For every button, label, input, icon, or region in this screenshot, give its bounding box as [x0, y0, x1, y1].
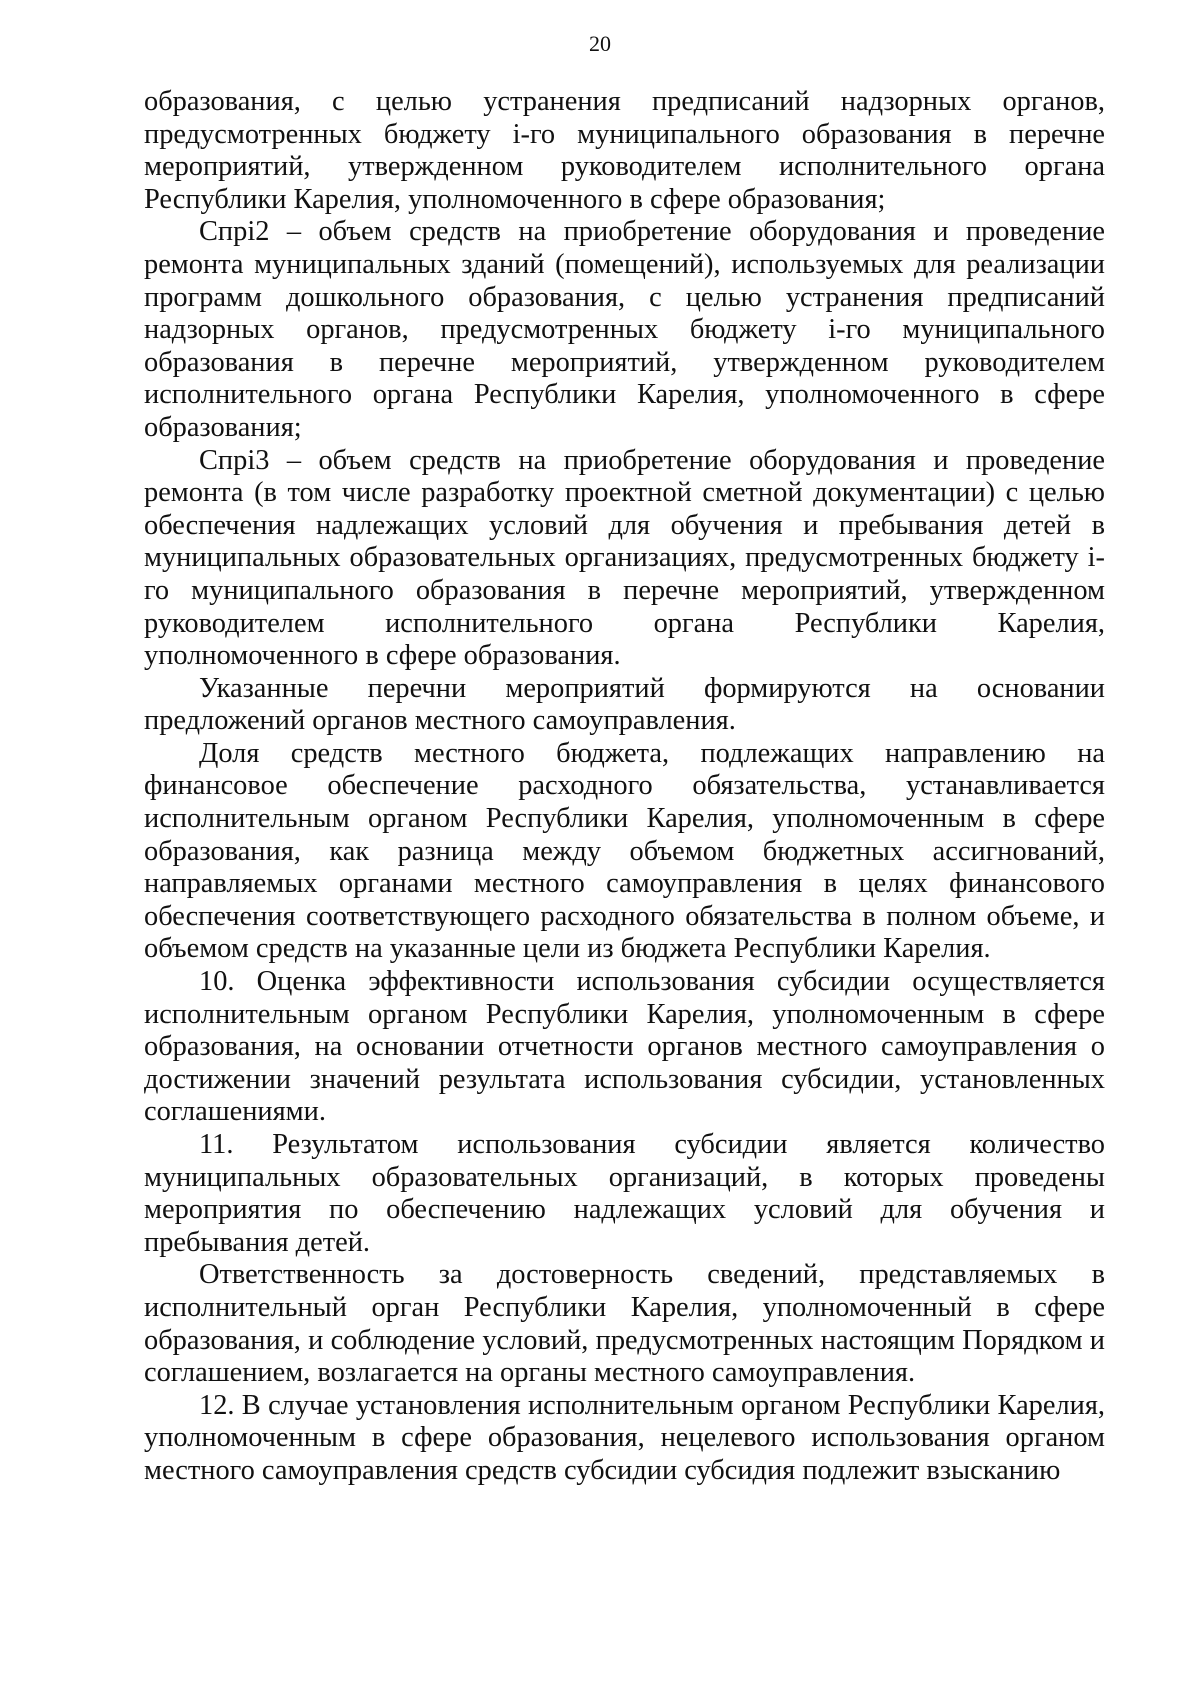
paragraph-continuation: образования, с целью устранения предписаний надзорных органов, предусмотренных бюджету i-го муниципального образования в перечне мероприятий, утвержденном руководителем исполнительного органа Республики Карелия, уполномоченного в сфере образования;	[144, 86, 1105, 215]
document-body	[144, 86, 1105, 1488]
page-number: 20	[589, 31, 611, 56]
paragraph-local-budget-share: Доля средств местного бюджета, подлежащих направлению на финансовое обеспечение расходного обязательства, устанавливается исполнительным органом Республики Карелия, уполномоченным в сфере образования, как разница между объемом бюджетных ассигнований, направляемых органами местного самоуправления в целях финансового обеспечения соответствующего расходного обязательства в полном объеме, и объемом средств на указанные цели из бюджета Республики Карелия.	[144, 737, 1105, 965]
paragraph-responsibility: Ответственность за достоверность сведений, представляемых в исполнительный орган Республики Карелия, уполномоченный в сфере образования, и соблюдение условий, предусмотренных настоящим Порядком и соглашением, возлагается на органы местного самоуправления.	[144, 1259, 1105, 1389]
paragraph-item-10: 10. Оценка эффективности использования субсидии осуществляется исполнительным органом Республики Карелия, уполномоченным в сфере образования, на основании отчетности органов местного самоуправления о достижении значений результата использования субсидии, установленных соглашениями.	[144, 966, 1105, 1128]
paragraph-item-11: 11. Результатом использования субсидии является количество муниципальных образовательных организаций, в которых проведены мероприятия по обеспечению надлежащих условий для обучения и пребывания детей.	[144, 1129, 1105, 1258]
paragraph-spri3: Cпрi3 – объем средств на приобретение оборудования и проведение ремонта (в том числе разработку проектной сметной документации) с целью обеспечения надлежащих условий для обучения и пребывания детей в муниципальных образовательных организациях, предусмотренных бюджету i-го муниципального образования в перечне мероприятий, утвержденном руководителем исполнительного органа Республики Карелия, уполномоченного в сфере образования.	[144, 444, 1105, 672]
paragraph-lists-formation: Указанные перечни мероприятий формируются на основании предложений органов местного самоуправления.	[144, 672, 1105, 737]
paragraph-item-12: 12. В случае установления исполнительным органом Республики Карелия, уполномоченным в сфере образования, нецелевого использования органом местного самоуправления средств субсидии субсидия подлежит взысканию	[144, 1389, 1105, 1486]
paragraph-spri2: Cпрi2 – объем средств на приобретение оборудования и проведение ремонта муниципальных зданий (помещений), используемых для реализации программ дошкольного образования, с целью устранения предписаний надзорных органов, предусмотренных бюджету i-го муниципального образования в перечне мероприятий, утвержденном руководителем исполнительного органа Республики Карелия, уполномоченного в сфере образования;	[144, 216, 1105, 443]
